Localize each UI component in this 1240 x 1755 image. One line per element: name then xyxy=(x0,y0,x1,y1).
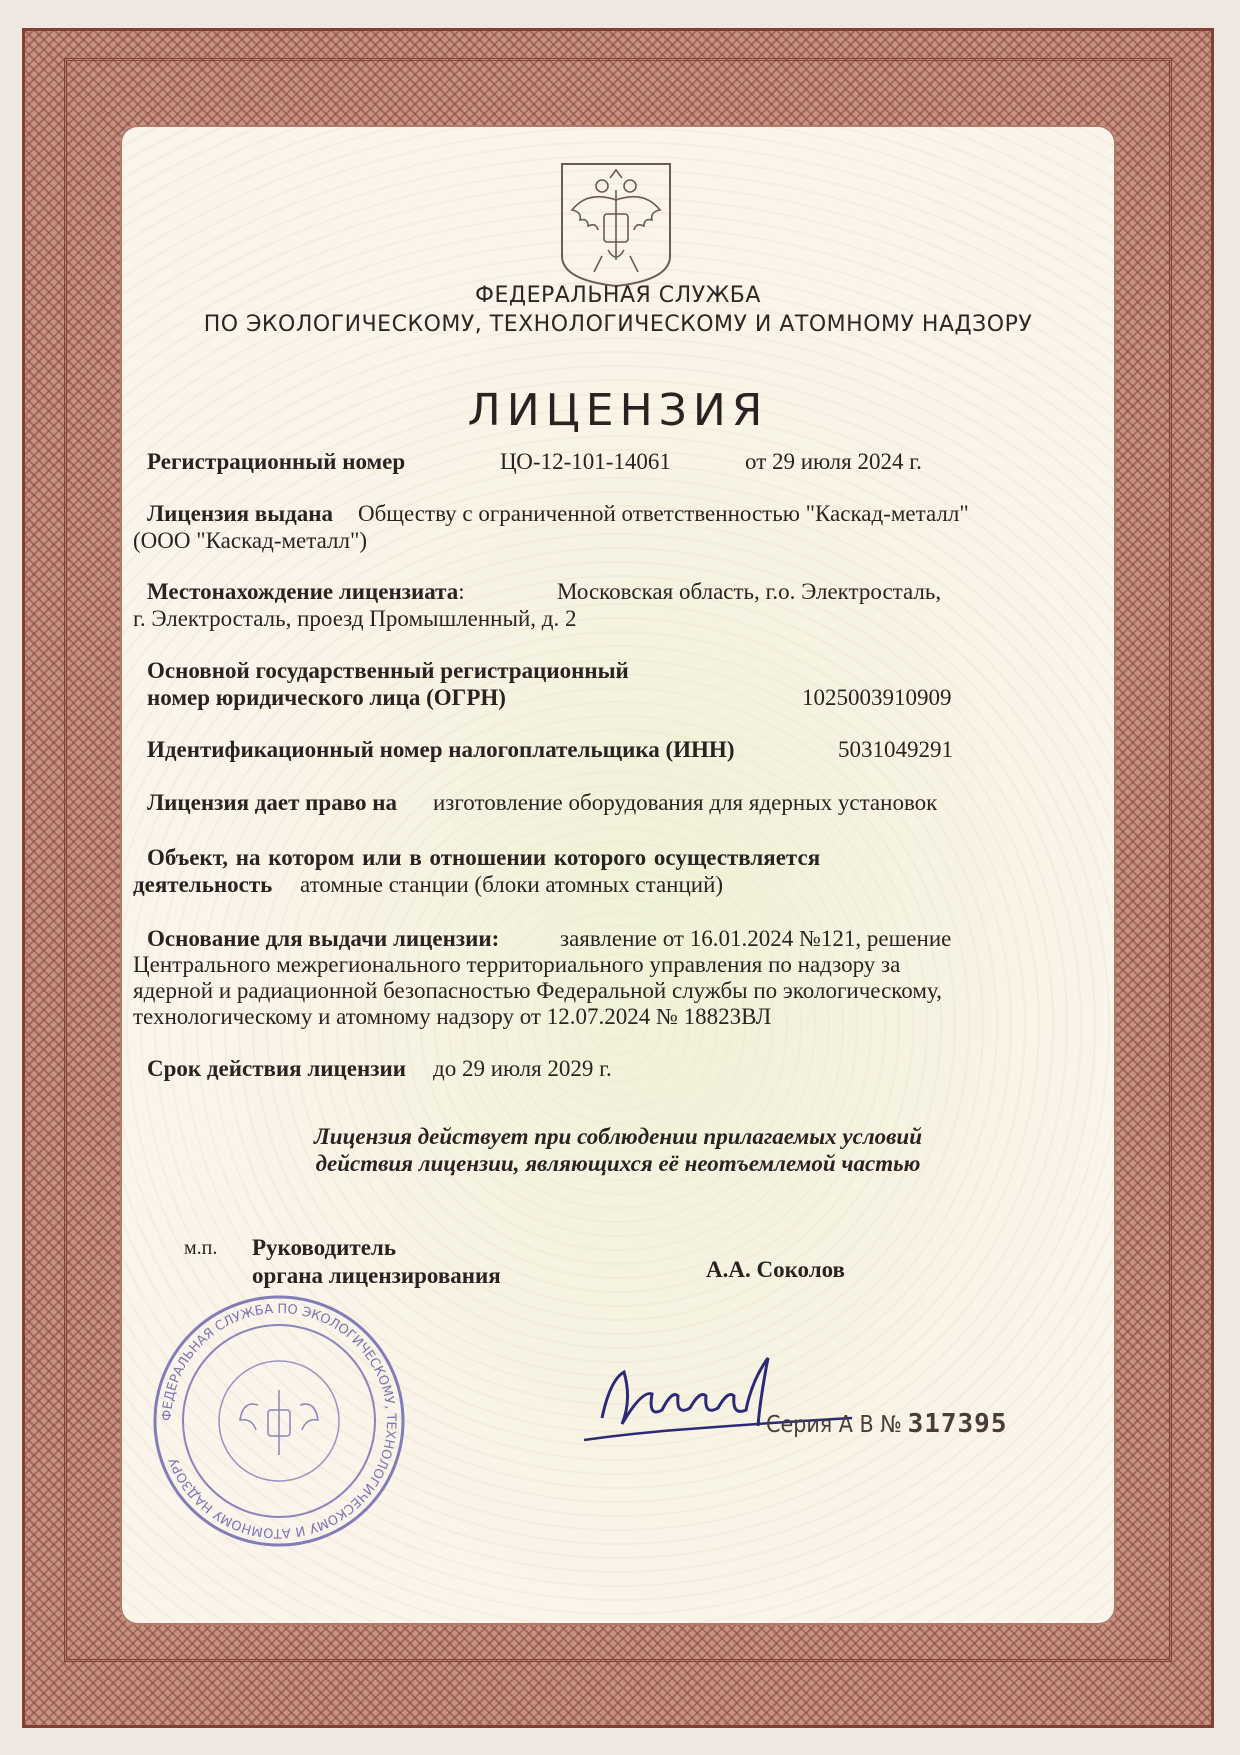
object-value: атомные станции (блоки атомных станций) xyxy=(300,872,724,897)
signatory-role-line2: органа лицензирования xyxy=(252,1263,501,1288)
signatory-name: А.А. Соколов xyxy=(706,1257,845,1282)
ogrn-value: 1025003910909 xyxy=(802,685,952,710)
agency-name-line2: ПО ЭКОЛОГИЧЕСКОМУ, ТЕХНОЛОГИЧЕСКОМУ И АТОМНОМУ НАДЗОРУ xyxy=(203,312,1033,337)
signatory-role-line1: Руководитель xyxy=(252,1235,396,1260)
basis-line2: Центрального межрегионального территориального управления по надзору за xyxy=(133,952,901,977)
object-label-line2: деятельность xyxy=(133,872,273,897)
object-label-line1: Объект, на котором или в отношении которого осуществляется xyxy=(147,845,821,870)
basis-line3: ядерной и радиационной безопасностью Федеральной службы по экологическому, xyxy=(133,978,942,1003)
handwritten-signature xyxy=(582,1340,872,1460)
coat-of-arms-emblem xyxy=(558,160,674,288)
stamp-place-label: м.п. xyxy=(184,1237,218,1259)
conditions-note-line2: действия лицензии, являющихся её неотъемлемой частью xyxy=(315,1151,921,1176)
location-line1: Московская область, г.о. Электросталь, xyxy=(557,579,942,604)
document-title: ЛИЦЕНЗИЯ xyxy=(467,385,769,436)
registration-date: от 29 июля 2024 г. xyxy=(745,449,922,474)
location-line2: г. Электросталь, проезд Промышленный, д. 2 xyxy=(133,606,577,631)
ogrn-label-line1: Основной государственный регистрационный xyxy=(147,658,629,683)
official-seal-stamp xyxy=(148,1290,410,1552)
activity-value: изготовление оборудования для ядерных установок xyxy=(433,790,938,815)
ogrn-label-line2: номер юридического лица (ОГРН) xyxy=(147,685,506,710)
basis-label: Основание для выдачи лицензии: xyxy=(147,926,500,951)
inn-value: 5031049291 xyxy=(838,737,953,762)
series-row xyxy=(766,1410,1007,1439)
validity-value: до 29 июля 2029 г. xyxy=(433,1056,612,1081)
activity-label: Лицензия дает право на xyxy=(147,790,397,815)
conditions-note-line1: Лицензия действует при соблюдении прилагаемых условий xyxy=(314,1124,922,1149)
location-label: Местонахождение лицензиата xyxy=(147,579,459,604)
registration-label: Регистрационный номер xyxy=(147,449,406,474)
series-label: Серия А В № xyxy=(766,1412,902,1438)
licensee-name-line2: (ООО "Каскад-металл") xyxy=(133,528,367,553)
seal-ring-text: ФЕДЕРАЛЬНАЯ СЛУЖБА ПО ЭКОЛОГИЧЕСКОМУ, ТЕХНОЛОГИЧЕСКОМУ И АТОМНОМУ НАДЗОРУ xyxy=(159,1301,399,1541)
licensee-name-line1: Обществу с ограниченной ответственностью "Каскад-металл" xyxy=(358,501,969,526)
agency-name-line1: ФЕДЕРАЛЬНАЯ СЛУЖБА xyxy=(475,283,761,308)
registration-number: ЦО-12-101-14061 xyxy=(500,449,671,474)
location-label-row xyxy=(147,578,465,606)
series-number: 317395 xyxy=(907,1409,1008,1439)
location-colon: : xyxy=(458,579,465,604)
licensee-label: Лицензия выдана xyxy=(147,501,334,526)
basis-line1: заявление от 16.01.2024 №121, решение xyxy=(560,926,952,951)
basis-line4: технологическому и атомному надзору от 12.07.2024 № 18823ВЛ xyxy=(133,1004,772,1029)
inn-label: Идентификационный номер налогоплательщика (ИНН) xyxy=(147,737,735,762)
validity-label: Срок действия лицензии xyxy=(147,1056,406,1081)
